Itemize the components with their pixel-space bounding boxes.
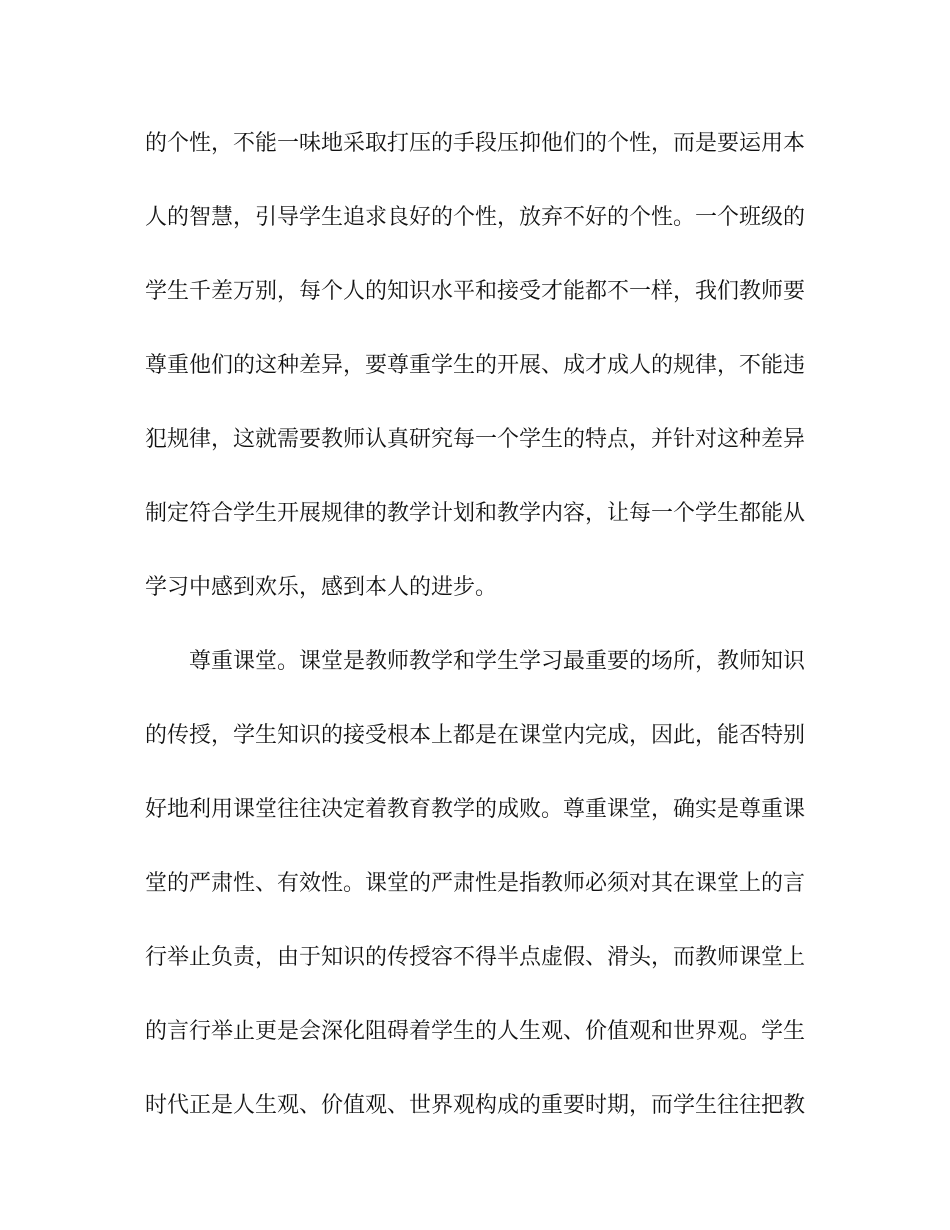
- text-line: 的个性，不能一味地采取打压的手段压抑他们的个性，而是要运用本: [145, 131, 806, 156]
- text-line: 人的智慧，引导学生追求良好的个性，放弃不好的个性。一个班级的: [145, 205, 806, 230]
- paragraph-2: [145, 639, 805, 1157]
- paragraph-1: [145, 121, 805, 639]
- text-line: 学生千差万别，每个人的知识水平和接受才能都不一样，我们教师要: [145, 279, 806, 304]
- text-line: 制定符合学生开展规律的教学计划和教学内容，让每一个学生都能从: [145, 501, 806, 526]
- text-line: 学习中感到欢乐，感到本人的进步。: [145, 575, 498, 600]
- text-line: 犯规律，这就需要教师认真研究每一个学生的特点，并针对这种差异: [145, 427, 806, 452]
- text-line: 尊重课堂。课堂是教师教学和学生学习最重要的场所，教师知识: [189, 649, 806, 674]
- text-line: 的言行举止更是会深化阻碍着学生的人生观、价值观和世界观。学生: [145, 1019, 806, 1044]
- text-line: 的传授，学生知识的接受根本上都是在课堂内完成，因此，能否特别: [145, 723, 806, 748]
- text-line: 好地利用课堂往往决定着教育教学的成败。尊重课堂，确实是尊重课: [145, 797, 806, 822]
- text-line: 尊重他们的这种差异，要尊重学生的开展、成才成人的规律，不能违: [145, 353, 806, 378]
- text-line: 行举止负责，由于知识的传授容不得半点虚假、滑头，而教师课堂上: [145, 945, 806, 970]
- body-text: [145, 121, 805, 1157]
- text-line: 堂的严肃性、有效性。课堂的严肃性是指教师必须对其在课堂上的言: [145, 871, 806, 896]
- text-line: 时代正是人生观、价值观、世界观构成的重要时期，而学生往往把教: [145, 1093, 806, 1118]
